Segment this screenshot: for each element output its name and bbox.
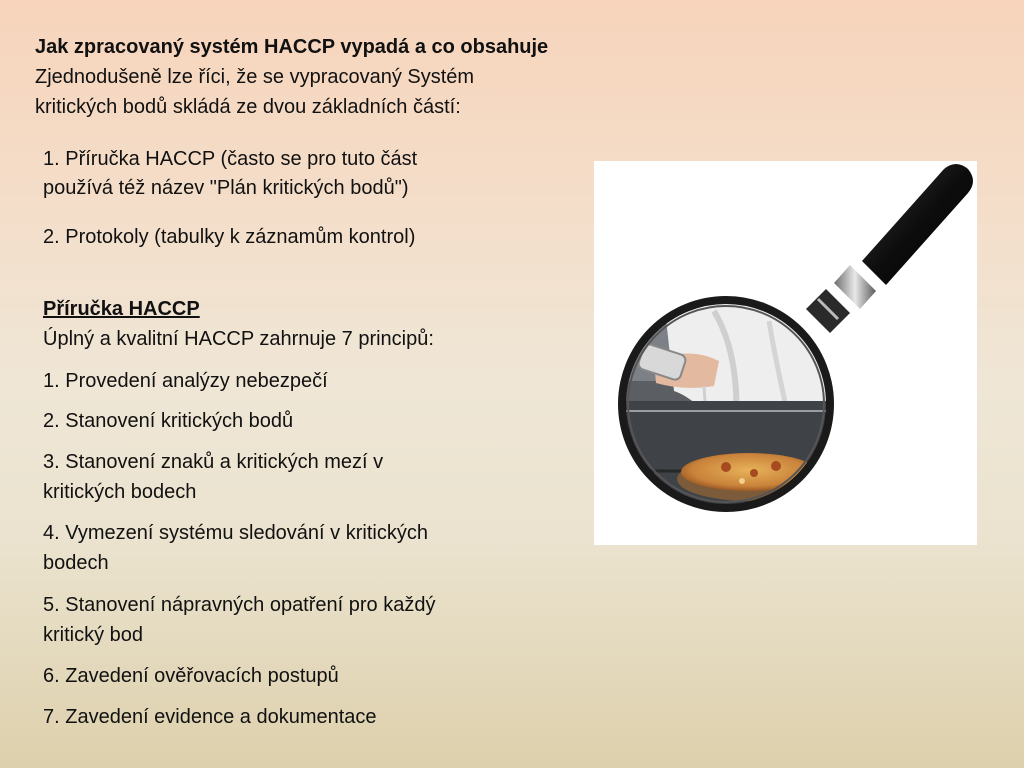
principle-2: 2. Stanovení kritických bodů — [43, 410, 294, 432]
principle-1: 1. Provedení analýzy nebezpečí — [43, 370, 328, 392]
principle-4-line-2: bodech — [43, 552, 109, 574]
part-item-1-line-2: používá též název "Plán kritických bodů") — [43, 177, 409, 199]
principle-5-line-1: 5. Stanovení nápravných opatření pro každý — [43, 594, 436, 616]
manual-subtitle: Úplný a kvalitní HACCP zahrnuje 7 principů: — [43, 328, 434, 350]
intro-line-1: Zjednodušeně lze říci, že se vypracovaný Systém — [35, 66, 475, 88]
lens-scene — [614, 288, 856, 521]
part-item-2: 2. Protokoly (tabulky k záznamům kontrol) — [43, 226, 416, 248]
principle-5-line-2: kritický bod — [43, 624, 144, 646]
principle-3-line-1: 3. Stanovení znaků a kritických mezí v — [43, 451, 384, 473]
principle-7: 7. Zavedení evidence a dokumentace — [43, 706, 377, 728]
handle-icon — [806, 164, 973, 333]
principle-4-line-1: 4. Vymezení systému sledování v kritických — [43, 522, 428, 544]
manual-heading: Příručka HACCP — [43, 298, 200, 320]
intro-line-2: kritických bodů skládá ze dvou základních částí: — [35, 96, 461, 118]
intro-title: Jak zpracovaný systém HACCP vypadá a co obsahuje — [35, 36, 549, 58]
part-item-1-line-1: 1. Příručka HACCP (často se pro tuto část — [43, 148, 418, 170]
magnifier-photo — [594, 161, 977, 545]
magnifying-glass-illustration — [594, 161, 977, 545]
principle-3-line-2: kritických bodech — [43, 481, 197, 503]
principle-6: 6. Zavedení ověřovacích postupů — [43, 665, 339, 687]
